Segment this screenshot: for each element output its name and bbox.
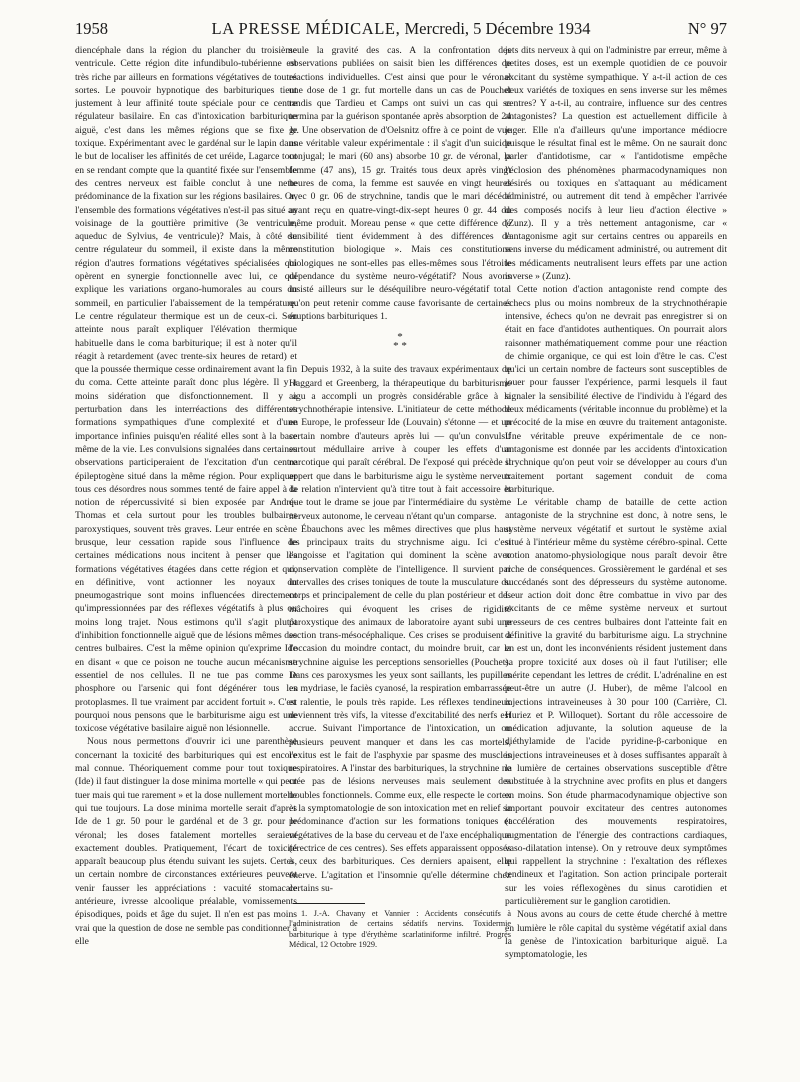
paragraph: Le véritable champ de bataille de cette action antagoniste de la strychnine est donc, à notre sens, le système nerveux végétatif et surtout le système axial situé à l'intérieur même du système cérébro-spinal. Cette notion anatomo-physiologique nous paraît devoir être riche de conséquences. Grossièrement le gardénal et ses succédanés sont des dépresseurs du système autonome. Leur action doit donc être combattue in vivo par des excitants de ce même système nerveux et surtout presseurs de ces centres bulbaires dont l'atteinte fait en définitive la gravité du barbiturisme aigu. La strychnine en est un, dont les inconvénients résident justement dans sa propre toxicité aux doses où il faut l'utiliser; elle mérite cependant les lettres de crédit. L'adrénaline en est peut-être un autre (J. Huber), de même l'alcool en injections intraveineuses à 30 pour 100 (Carrière, Cl. Huriez et P. Willoquet). Sortant du rôle accessoire de médication adjuvante, la solution aqueuse de la diéthylamide de l'acide pyridine-β-carbonique en injections intraveineuses et à doses suffisantes apparaît à la lumière de certaines observations susceptible d'être substituée à la strychnine avec profits en plus et dangers en moins. Son étude pharmacodynamique objective son important pouvoir excitateur des centres autonomes (accélération des mouvements respiratoires, augmentation de l'énergie des contractions cardiaques, vaso-dilatation intense). On y retrouve deux symptômes qui rappellent la strychnine : l'exaltation des réflexes tendineux et l'agitation. Son action principale porterait sur les voies réflexogènes du sinus carotidien et particulièrement sur le ganglion carotidien.	[505, 497, 727, 907]
paragraph: seule la gravité des cas. A la confrontation des observations publiées on saisit bien les différences de réactions individuelles. C'est ainsi que pour le véronal une dose de 1 gr. fut mortelle dans un cas de Pouchet tandis que Tardieu et Camps ont suivi un cas qui se termina par la guérison spontanée après absorption de 24 gr. Une observation de d'Oelsnitz offre à ce point de vue une véritable valeur expérimentale : il s'agit d'un suicide conjugal; le mari (60 ans) absorbe 10 gr. de véronal, la femme (47 ans), 15 gr. Traités tous deux après vingt heures de coma, la femme est sauvée en vingt heures avec 0 gr. 06 de strychnine, tandis que le mari décédé ayant reçu en quatre-vingt-dix-sept heures 0 gr. 44 du même produit. Moreau pense « que cette différence de sensibilité tient évidemment à des différences de constitution biologique ». Mais ces constitutions biologiques ne sont-elles pas elles-mêmes sous l'étroite dépendance du système neuro-végétatif? Nous avons insisté ailleurs sur le déséquilibre neuro-végétatif total qu'on peut retenir comme cause favorisante de certaines éruptions barbituriques 1.	[289, 45, 511, 322]
asterisk-bottom: * *	[393, 340, 407, 353]
page-number: 1958	[75, 19, 108, 38]
paragraph: Nous avons au cours de cette étude cherché à mettre en lumière le rôle capital du système végétatif axial dans la genèse de l'intoxication barbiturique aiguë. La symptomatologie, les	[505, 909, 727, 961]
issue-date: Mercredi, 5 Décembre 1934	[404, 19, 591, 38]
paragraph: jets dits nerveux à qui on l'administre par erreur, même à petites doses, est un exemple quotidien de ce pouvoir excitant du système sympathique. Y a-t-il action de ces deux variétés de toxiques en sens inverse sur les mêmes centres? Y a-t-il, au contraire, influence sur des centres antagonistes? La question est actuellement difficile à juger. Elle n'a d'ailleurs qu'une importance médiocre puisque le résultat final est le même. On ne saurait donc parler d'antidotisme, car « l'antidotisme empêche l'éclosion des phénomènes pharmacodynamiques non désirés ou toxiques en s'attaquant au médicament administré, ou autrement dit tend à empêcher l'arrivée des composés nocifs à leur lieu d'action élective » (Zunz). Il y a très nettement antagonisme, car « l'antagonisme agit sur certains centres ou appareils en sens inverse du médicament administré, ou autrement dit les médicaments neutralisent leurs effets par une action inverse » (Zunz).	[505, 45, 727, 283]
issue-number: N° 97	[687, 19, 727, 38]
footnote: 1. J.-A. Chavany et Vannier : Accidents consécutifs à l'administration de certains sédatifs nervins. Toxidermie barbiturique à type d'érythème scarlatiniforme infiltré. Progrès Médical, 12 Octobre 1929.	[289, 909, 511, 949]
paragraph: Depuis 1932, à la suite des travaux expérimentaux de Haggard et Greenberg, la thérapeutique du barbiturisme aigu a accompli un progrès considérable grâce à la strychnothérapie intensive. L'initiateur de cette méthode en Europe, le professeur Ide (Louvain) s'étonne — et un certain nombre d'auteurs après lui — qu'un convulsif surtout médullaire arrive à couper les effets d'un narcotique qui paraît cérébral. De l'exposé qui précède il appert que dans le barbiturisme aigu le système nerveux de relation n'intervient qu'à titre tout à fait accessoire et que tout le drame se joue par l'intermédiaire du système nerveux autonome, le cerveau n'étant qu'un comparse.	[289, 364, 511, 522]
footnote-divider	[293, 903, 365, 904]
page-header	[75, 14, 727, 44]
text-column-1	[75, 44, 297, 1074]
running-title	[75, 14, 727, 44]
section-separator-asterisks	[289, 333, 511, 351]
text-column-2	[289, 44, 511, 1074]
asterisk-top: *	[397, 331, 403, 344]
paragraph: diencéphale dans la région du plancher du troisième ventricule. Cette région dite infundibulo-tubérienne est très riche par ailleurs en formations végétatives de toutes sortes. Le pouvoir hypnotique des barbituriques tient justement à leur affinité toute spéciale pour ce centre régulateur basilaire. En cas d'intoxication barbiturique aiguë, c'est dans les mêmes régions que se fixe le toxique. Expérimentant avec le gardénal sur le lapin dans le but de localiser les affinités de cet uréide, Lagarce tout en se rendant compte que la quantité fixée sur l'ensemble des centres nerveux est faible conclut à une nette prédominance de la fixation sur les régions basilaires. Or, l'ensemble des formations végétatives n'est-il pas situé au voisinage de la gouttière primitive (3e ventricule, aqueduc de Sylvius, 4e ventricule)? Mais, à côté du centre régulateur du sommeil, il existe dans la même région d'autres formations végétatives spécialisées qui opèrent en synergie fonctionnelle avec lui, ce qui explique les variations organo-humorales au cours du sommeil, en particulier l'abaissement de la température. Le centre régulateur thermique est un de ceux-ci. Son atteinte nous paraît expliquer l'élévation thermique habituelle dans le coma barbiturique; il est à noter qu'il réagit à retardement (avec trente-six heures de retard) et que la poussée thermique cesse ordinairement avant la fin du coma. Cette atteinte paraît donc plus légère. Il y a moins sidération que disfonctionnement. Il y a perturbation dans les interréactions des différentes formations sympathiques d'une complexité et d'une importance infinies puisqu'en réalité elles sont à la base même de la vie. Les convulsions signalées dans certaines observations participeraient de l'excitation d'un centre épileptogène situé dans la même région. Pour expliquer tous ces désordres nous sommes tenté de faire appel à la notion de répercussivité si bien exposée par André-Thomas et cela surtout pour les troubles bulbaires paroxystiques, souvent très graves. Leur entrée en scène brusque, leur cessation rapide sous l'influence de certaines médications nous incitent à penser que les formations végétatives étagées dans cette région et qui, en définitive, vont actionner les noyaux du pneumogastrique sont moins influencées directement qu'impressionnées par des réflexes végétatifs à plus ou moins long trajet. Nous estimons qu'il s'agit plutôt d'inhibition fonctionnelle aiguë que de lésions mêmes des centres bulbaires. C'est la même opinion qu'exprime Ide en disant « que ce poison ne touche aucun mécanisme essentiel de nos cellules. Il ne tue pas comme le phosphore ou l'arsenic qui font dégénérer tous les protoplasmes. Il tue vraiment par accident fortuit ». C'est pourquoi nous pensons que le barbiturisme aigu est une toxicose végétative basilaire aiguë non lésionnelle.	[75, 45, 297, 735]
journal-name: LA PRESSE MÉDICALE,	[211, 19, 401, 38]
text-column-3	[505, 44, 727, 1074]
paragraph: Ébauchons avec les mêmes directives que plus haut les principaux traits du strychnisme aigu. Ici c'est l'angoisse et l'agitation qui dominent la scène avec conservation complète de l'intelligence. Il survient par intervalles des crises toniques de toute la musculature du corps et principalement de celle du plan postérieur et des mâchoires qui évoquent les crises de rigidité paroxystique des animaux de laboratoire ayant subi une section trans-mésocéphalique. Ces crises se produisent à l'occasion du moindre contact, du moindre bruit, car la strychnine aiguise les perceptions sensorielles (Pouchet). Dans ces paroxysmes les yeux sont saillants, les pupilles en mydriase, le faciès cyanosé, la respiration embarrassée et ralentie, le pouls très rapide. Les réflexes tendineux deviennent très vifs, la vitesse d'excitabilité des nerfs est accrue. Suivant l'importance de l'intoxication, un ou plusieurs peuvent manquer et dans les cas mortels, l'exitus est le fait de l'asphyxie par spasme des muscles respiratoires. A l'instar des barbituriques, la strychnine ne crée pas de lésions nerveuses mais seulement des troubles fonctionnels. Comme eux, elle respecte le cortex et la symptomatologie de son intoxication met en relief sa prédominance d'action sur les formations toniques et végétatives de la base du cerveau et de l'axe encéphalique (érectrice de ces centres). Ses effets apparaissent opposés à ceux des barbituriques. Ces derniers apaisent, elle énerve. L'agitation et l'insomnie qu'elle détermine chez certains su-	[289, 523, 511, 894]
paragraph: Nous nous permettons d'ouvrir ici une parenthèse concernant la toxicité des barbituriques qui est encore mal connue. Théoriquement comme pour tout toxique (Ide) il faut distinguer la dose minima mortelle « qui peut tuer mais qui tue rarement » et la dose nullement mortelle qui tue toujours. La dose minima mortelle serait d'après Ide de 1 gr. 50 pour le gardénal et de 3 gr. pour le véronal; les doses fatalement mortelles seraient exactement doubles. Pratiquement, l'écart de toxicité apparaît beaucoup plus étendu suivant les sujets. Certes, un certain nombre de circonstances extérieures peuvent venir fausser les appréciations : vacuité stomacale antérieure, ivresse alcoolique préalable, vomissements épisodiques, poids et âge du sujet. Il n'en est pas moins vrai que la question de dose ne semble pas conditionner à elle	[75, 736, 297, 947]
paragraph: Cette notion d'action antagoniste rend compte des échecs plus ou moins nombreux de la strychnothérapie intensive, échecs qu'on ne devrait pas enregistrer si on était en face d'antidotes authentiques. On pourrait alors raisonner mathématiquement comme pour une réaction de chimie organique, ce qui est loin d'être le cas. C'est qu'ici un certain nombre de facteurs sont susceptibles de jouer pour fausser l'expérience, parmi lesquels il faut signaler la sensibilité élective de l'individu à l'égard des deux médicaments (véritable inconnue du problème) et la précocité de la mise en œuvre du traitement antagoniste. Une véritable preuve expérimentale de ce non-antagonisme est donnée par les accidents d'intoxication strychnique qu'on peut voir se développer au cours d'un traitement portant sagement conduit de coma barbiturique.	[505, 284, 727, 495]
